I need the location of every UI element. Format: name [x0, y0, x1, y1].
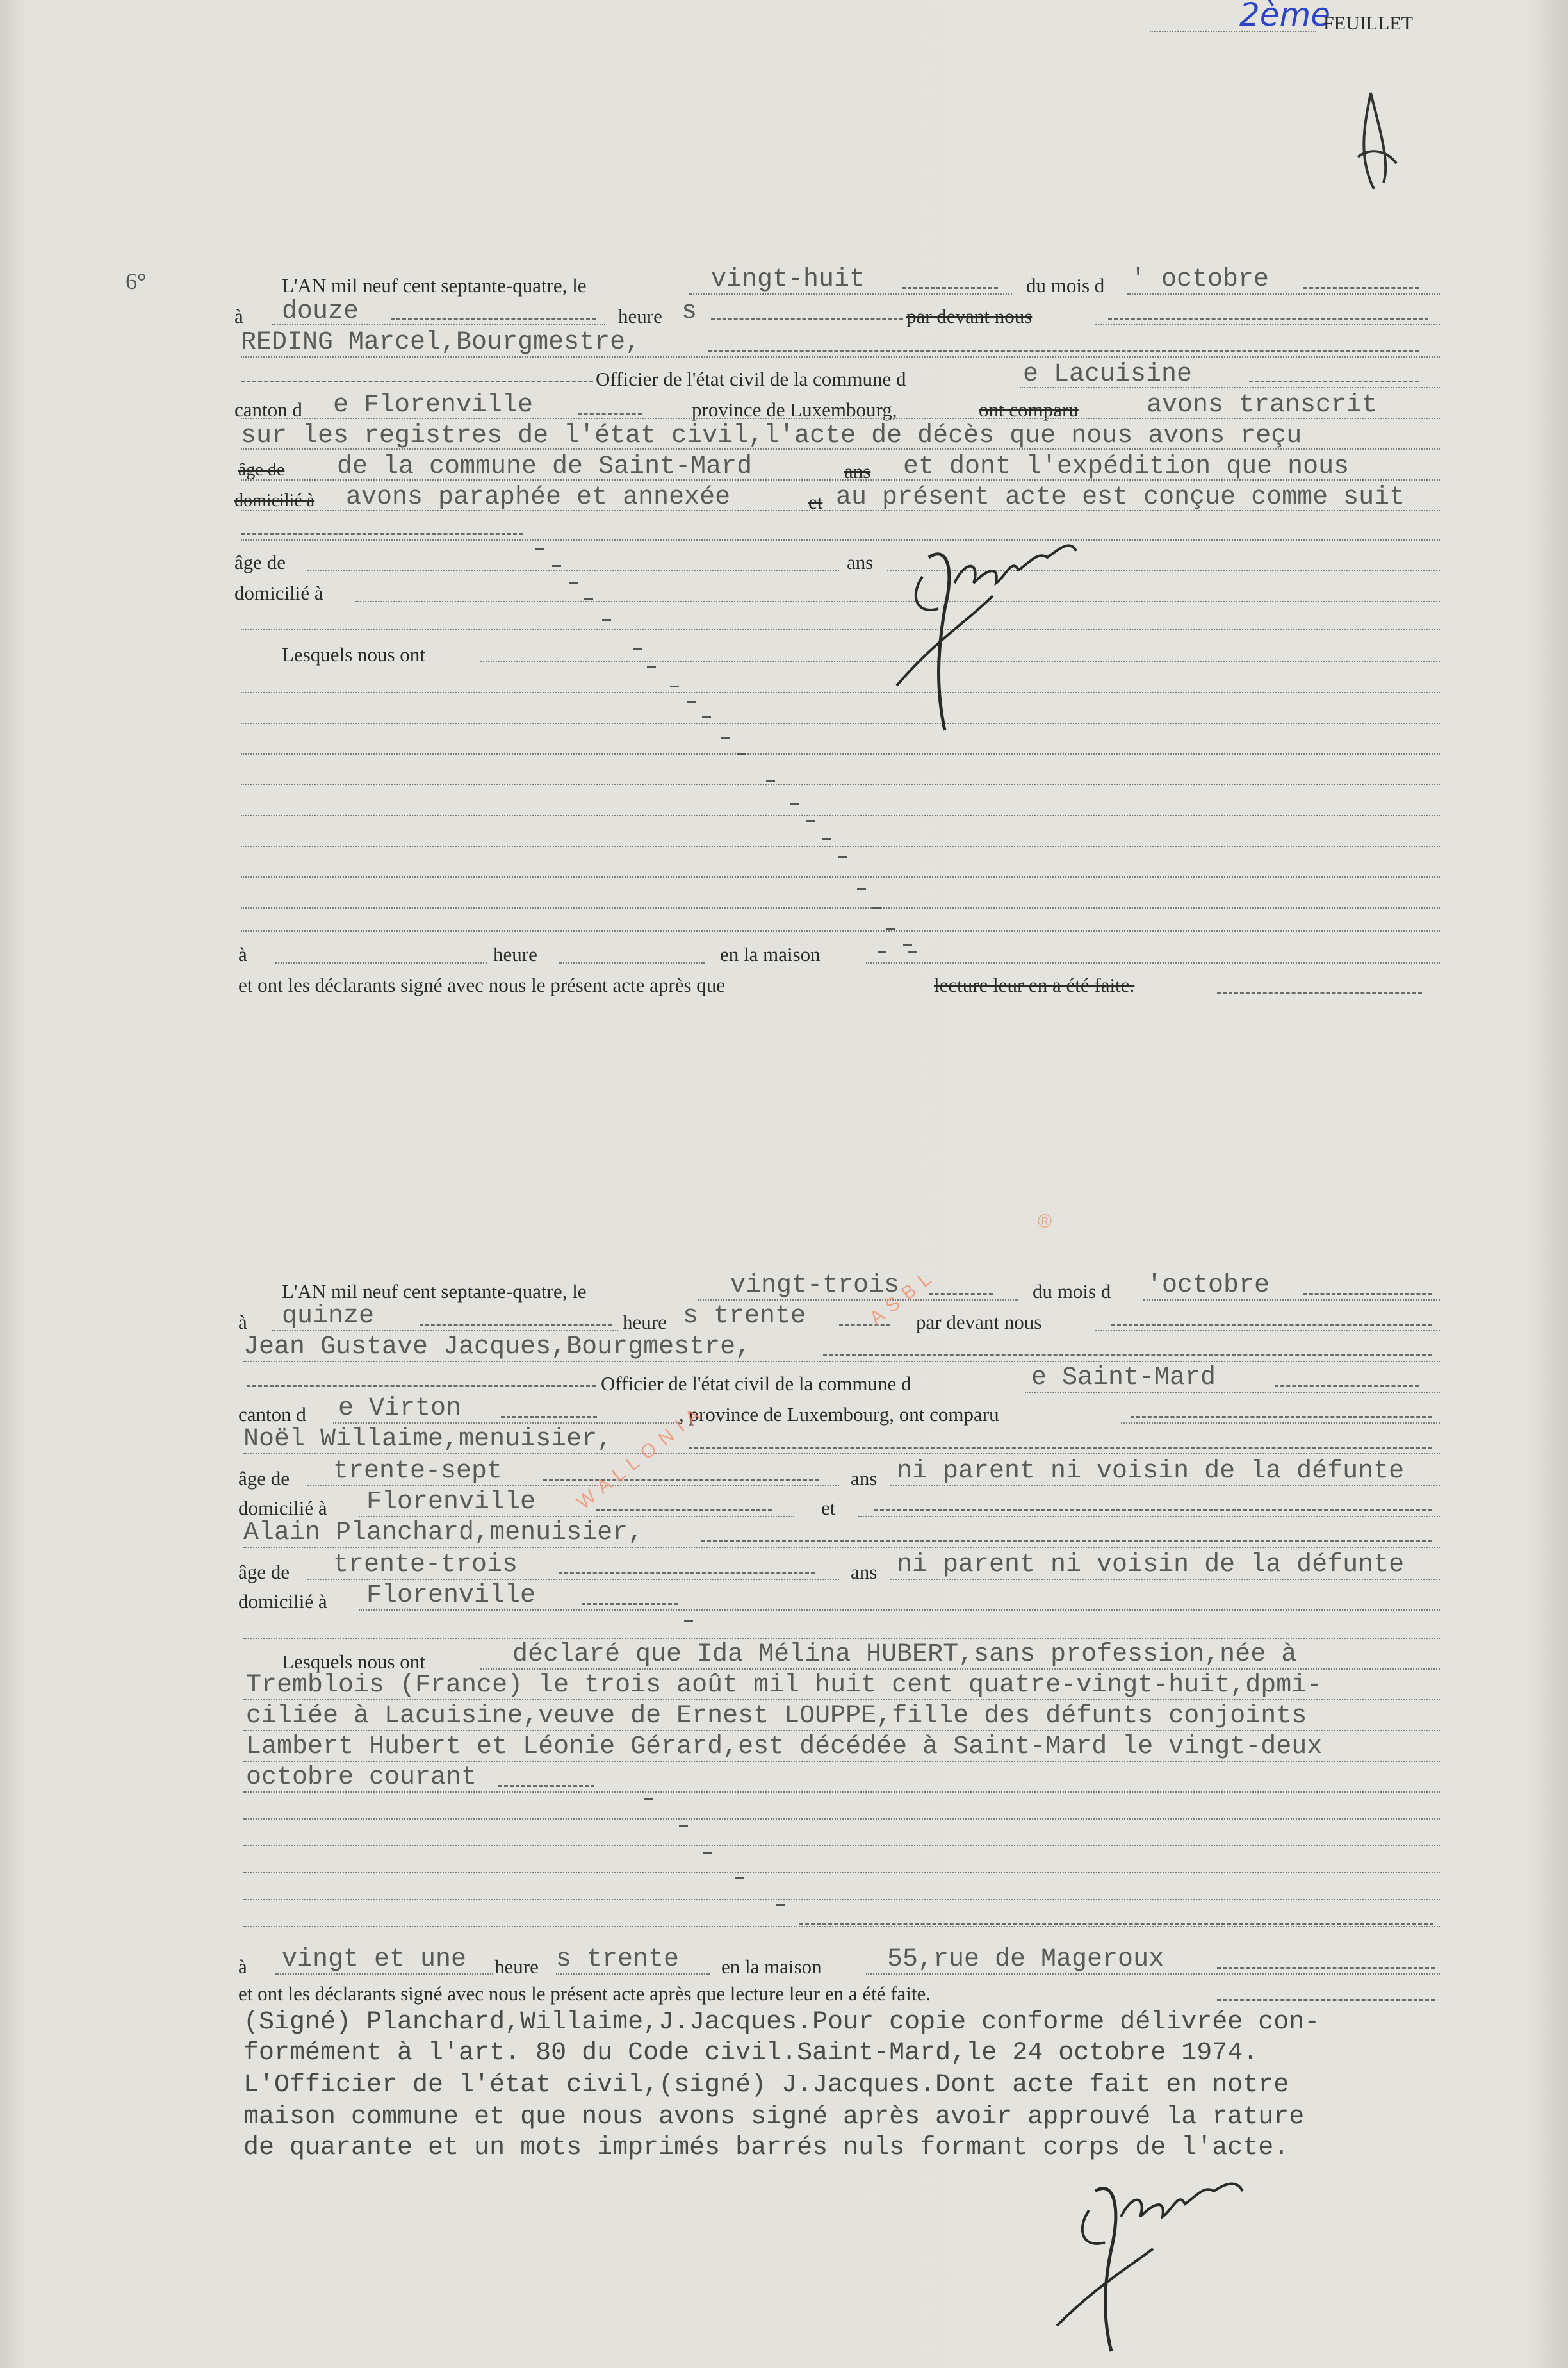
act2-ans-label-2: ans: [851, 1561, 878, 1583]
act2-declaration-1: déclaré que Ida Mélina HUBERT,sans profession,née à: [512, 1640, 1297, 1669]
act2-lesquels-label: Lesquels nous ont: [282, 1650, 425, 1673]
act1-maison-label: en la maison: [720, 943, 821, 966]
act2-heure-label: heure: [494, 1955, 539, 1978]
act2-month: 'octobre: [1147, 1271, 1270, 1300]
act1-ont-comparu: ont comparu: [979, 399, 1079, 421]
act1-closing: et ont les déclarants signé avec nous le présent acte après que: [238, 974, 726, 996]
act2-relation-2: ni parent ni voisin de la défunte: [897, 1550, 1405, 1579]
act1-transcript-3: de la commune de Saint-Mard: [337, 452, 753, 481]
act2-dom-label-1: domicilié à: [238, 1497, 327, 1519]
officer-signature-1: [884, 519, 1102, 737]
act2-closing: et ont les déclarants signé avec nous le présent acte après que lecture leur en a été faite.: [238, 1982, 931, 2005]
watermark-asbl: A S B L: [865, 1267, 936, 1329]
act1-province-label: province de Luxembourg,: [692, 399, 897, 421]
act1-opening: L'AN mil neuf cent septante-quatre, le: [282, 274, 587, 297]
act1-dom-label: domicilié à: [234, 582, 323, 604]
act2-ans-label-1: ans: [851, 1467, 878, 1490]
act2-conclusion-2: formément à l'art. 80 du Code civil.Saint-Mard,le 24 octobre 1974.: [243, 2039, 1259, 2068]
act2-par-devant: par devant nous: [916, 1311, 1042, 1333]
act2-province-label: , province de Luxembourg, ont comparu: [679, 1403, 999, 1426]
act1-canton-label: canton d: [234, 399, 302, 421]
act2-maison-label: en la maison: [721, 1955, 822, 1978]
act1-transcript-4b: au présent acte est conçue comme suit: [836, 483, 1405, 512]
watermark-registered-icon: ®: [1038, 1211, 1054, 1232]
act1-closing-strike: lecture leur en a été faite.: [934, 974, 1135, 996]
act1-day: vingt-huit: [711, 265, 865, 294]
act2-age-label-1: âge de: [238, 1467, 290, 1490]
act2-conclusion-4: maison commune et que nous avons signé après avoir approuvé la rature: [243, 2103, 1305, 2132]
act1-heures-s: s: [682, 297, 698, 326]
act1-transcript-2: sur les registres de l'état civil,l'acte de décès que nous avons reçu: [241, 422, 1302, 450]
act2-heures-label: heure: [623, 1311, 667, 1333]
act1-lesquels-label: Lesquels nous ont: [282, 643, 425, 666]
act1-hour: douze: [282, 297, 359, 326]
act2-hour: quinze: [282, 1302, 375, 1331]
act1-age-strike: âge de: [238, 460, 285, 480]
act2-conclusion-5: de quarante et un mots imprimés barrés nuls formant corps de l'acte.: [243, 2134, 1289, 2162]
act2-at-s: s trente: [556, 1945, 680, 1974]
act1-month: ' octobre: [1131, 265, 1270, 294]
act2-conclusion-1: (Signé) Planchard,Willaime,J.Jacques.Pour copie conforme délivrée con-: [243, 2008, 1320, 2037]
act2-domicile-2: Florenville: [366, 1581, 536, 1610]
act1-ans-label: ans: [847, 551, 874, 573]
feuillet-number-handwritten: 2ème: [1239, 0, 1331, 33]
act1-domicilie-strike: domicilié à: [234, 491, 315, 511]
act2-at-hour: vingt et une: [282, 1945, 467, 1974]
act1-ans-strike: ans: [844, 460, 871, 482]
act2-relation-1: ni parent ni voisin de la défunte: [897, 1457, 1405, 1486]
act2-declaration-4: Lambert Hubert et Léonie Gérard,est décédée à Saint-Mard le vingt-deux: [246, 1732, 1323, 1761]
act1-transcript-4: avons paraphée et annexée: [346, 483, 731, 512]
act2-dom-label-2: domicilié à: [238, 1590, 327, 1613]
act1-a2-label: à: [238, 943, 247, 966]
act2-officer: Jean Gustave Jacques,Bourgmestre,: [243, 1333, 751, 1361]
feuillet-label: FEUILLET: [1323, 13, 1413, 34]
initial-signature-mark: [1345, 86, 1403, 195]
act1-canton: e Florenville: [333, 391, 534, 420]
act2-declarant-1: Noël Willaime,menuisier,: [243, 1425, 613, 1454]
act2-month-label: du mois d: [1033, 1280, 1111, 1303]
act1-par-devant: par devant nous: [906, 305, 1033, 327]
act2-conclusion-3: L'Officier de l'état civil,(signé) J.Jacques.Dont acte fait en notre: [243, 2071, 1289, 2100]
act2-canton-label: canton d: [238, 1403, 306, 1426]
act2-a-label: à: [238, 1311, 247, 1333]
act1-officer: REDING Marcel,Bourgmestre,: [241, 328, 641, 357]
act2-canton: e Virton: [338, 1394, 462, 1423]
act1-transcript-1: avons transcrit: [1147, 391, 1378, 420]
act2-domicile-1: Florenville: [366, 1488, 536, 1517]
act-number: 6°: [126, 268, 147, 294]
act2-declarant-2: Alain Planchard,menuisier,: [243, 1518, 644, 1547]
act2-declaration-2: Tremblois (France) le trois août mil huit cent quatre-vingt-huit,dpmi-: [246, 1671, 1323, 1700]
act2-declaration-3: ciliée à Lacuisine,veuve de Ernest LOUPPE,fille des défunts conjoints: [246, 1702, 1307, 1731]
act1-age-label: âge de: [234, 551, 286, 573]
act2-age-2: trente-trois: [333, 1550, 518, 1579]
act2-heures-s: s trente: [683, 1302, 806, 1331]
act2-declaration-5: octobre courant: [246, 1763, 477, 1792]
act2-maison: 55,rue de Mageroux: [887, 1945, 1164, 1974]
act2-a2-label: à: [238, 1955, 247, 1978]
act1-et-strike: et: [808, 491, 823, 513]
act1-month-label: du mois d: [1026, 274, 1105, 297]
watermark-wallonia: W A L L O N I A: [573, 1403, 706, 1514]
act1-heure-label: heure: [493, 943, 537, 966]
act1-officier-label: Officier de l'état civil de la commune d: [596, 368, 906, 390]
act2-age-1: trente-sept: [333, 1457, 503, 1486]
act1-a-label: à: [234, 305, 243, 327]
act2-et-label: et: [821, 1497, 836, 1519]
act1-heures-label: heure: [618, 305, 662, 327]
act1-commune: e Lacuisine: [1023, 360, 1193, 389]
act2-officier-label: Officier de l'état civil de la commune d: [601, 1372, 911, 1395]
act1-transcript-3b: et dont l'expédition que nous: [903, 452, 1350, 481]
act2-day: vingt-trois: [730, 1271, 900, 1300]
act2-commune: e Saint-Mard: [1031, 1363, 1216, 1392]
act2-opening: L'AN mil neuf cent septante-quatre, le: [282, 1280, 587, 1303]
act2-age-label-2: âge de: [238, 1561, 290, 1583]
officer-signature-2: [1050, 2166, 1268, 2358]
